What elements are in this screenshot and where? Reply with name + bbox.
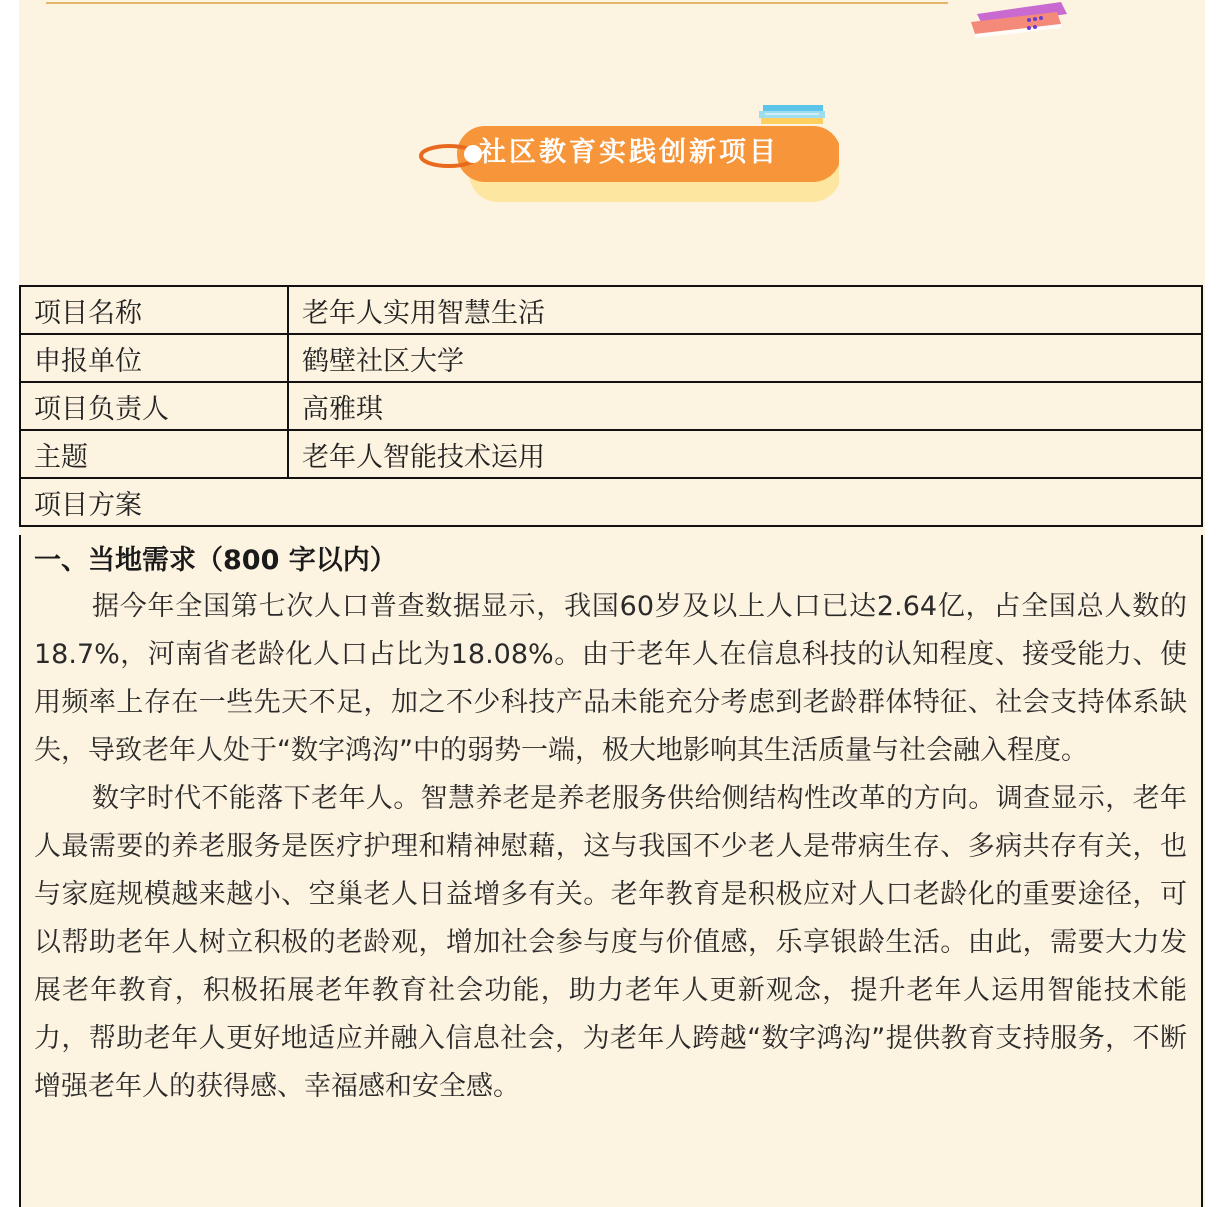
plan-content: [19, 535, 1203, 1207]
row-label-project-name: 项目名称: [20, 286, 288, 334]
table-row: [20, 430, 1202, 478]
section-heading: 一、当地需求（800 字以内）: [34, 545, 397, 576]
paragraph: 据今年全国第七次人口普查数据显示，我国60岁及以上人口已达2.64亿，占全国总人数的18.7%，河南省老龄化人口占比为18.08%。由于老年人在信息科技的认知程度、接受能力、使用频率上存在一些先天不足，加之不少科技产品未能充分考虑到老龄群体特征、社会支持体系缺失，导致老年人处于“数字鸿沟”中的弱势一端，极大地影响其生活质量与社会融入程度。: [34, 591, 1187, 766]
paragraph: 数字时代不能落下老年人。智慧养老是养老服务供给侧结构性改革的方向。调查显示，老年人最需要的养老服务是医疗护理和精神慰藉，这与我国不少老人是带病生存、多病共存有关，也与家庭规模越来越小、空巢老人日益增多有关。老年教育是积极应对人口老龄化的重要途径，可以帮助老年人树立积极的老龄观，增加社会参与度与价值感，乐享银龄生活。由此，需要大力发展老年教育，积极拓展老年教育社会功能，助力老年人更新观念，提升老年人运用智能技术能力，帮助老年人更好地适应并融入信息社会，为老年人跨越“数字鸿沟”提供教育支持服务，不断增强老年人的获得感、幸福感和安全感。: [34, 783, 1187, 1102]
row-label-applicant-unit: 申报单位: [20, 334, 288, 382]
project-info-table: [19, 285, 1203, 527]
row-label-theme: 主题: [20, 430, 288, 478]
books-decoration-icon: [949, 0, 1079, 40]
row-value-project-lead: 高雅琪: [288, 382, 1202, 430]
table-row: [20, 334, 1202, 382]
table-row: [20, 478, 1202, 526]
document-page: [19, 0, 1205, 1207]
row-value-project-name: 老年人实用智慧生活: [288, 286, 1202, 334]
section-banner: [399, 100, 839, 210]
row-value-theme: 老年人智能技术运用: [288, 430, 1202, 478]
plan-label: 项目方案: [20, 478, 1202, 526]
table-row: [20, 382, 1202, 430]
banner-title: 社区教育实践创新项目: [479, 137, 779, 168]
table-row: [20, 286, 1202, 334]
row-value-applicant-unit: 鹤壁社区大学: [288, 334, 1202, 382]
header-divider: [46, 2, 948, 4]
row-label-project-lead: 项目负责人: [20, 382, 288, 430]
